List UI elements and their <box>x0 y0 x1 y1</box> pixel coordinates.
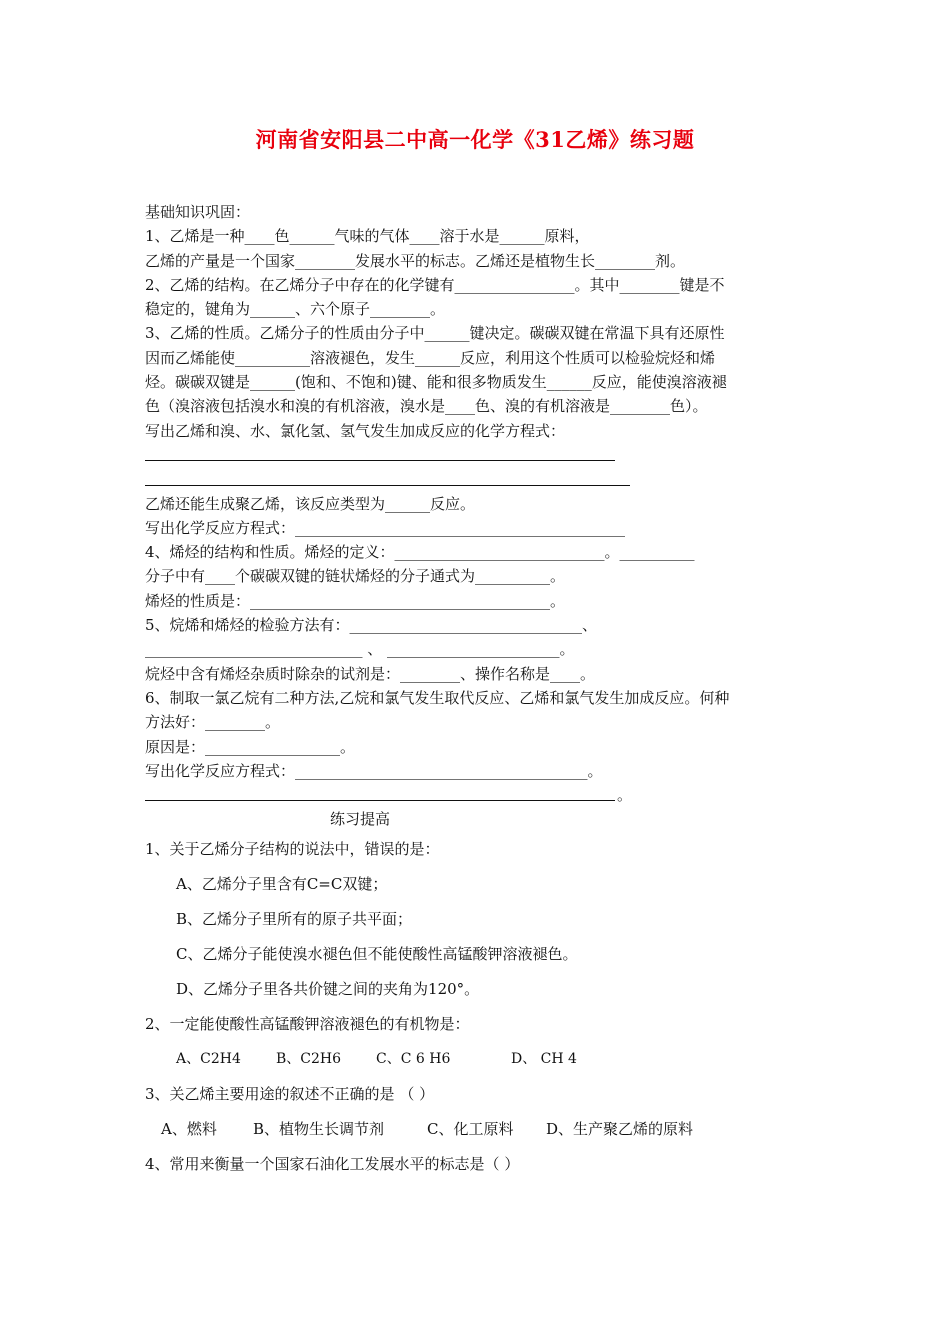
text-line: 烃。碳碳双键是______(饱和、不饱和)键、能和很多物质发生______反应，能使溴溶液褪 <box>145 373 727 392</box>
text-line: 写出化学反应方程式：____________________________________________ <box>145 518 626 537</box>
text-line: 写出乙烯和溴、水、氯化氢、氢气发生加成反应的化学方程式： <box>145 421 566 440</box>
text-line: 色（溴溶液包括溴水和溴的有机溶液，溴水是____色、溴的有机溶液是________色）。 <box>145 397 708 416</box>
section-heading-practice: 练习提高 <box>330 810 391 829</box>
text-line: 分子中有____个碳碳双键的链状烯烃的分子通式为__________。 <box>145 567 566 586</box>
option-a: A、乙烯分子里含有C=C双键； <box>176 874 388 893</box>
text-line: 4、烯烃的结构和性质。烯烃的定义：____________________________。__________ <box>145 543 695 562</box>
text-line: 2、乙烯的结构。在乙烯分子中存在的化学键有________________。其中________键是不 <box>145 275 725 294</box>
text-line: 5、烷烯和烯烃的检验方法有：_______________________________、 <box>145 616 598 635</box>
option-d: D、生产聚乙烯的原料 <box>546 1119 694 1138</box>
question-3-options <box>145 1112 815 1147</box>
section-heading-basics: 基础知识巩固： <box>145 203 251 221</box>
text-line: 写出化学反应方程式：_______________________________________。 <box>145 761 603 780</box>
option-d: D、 CH 4 <box>511 1050 577 1067</box>
option-b: B、C2H6 <box>276 1050 342 1067</box>
text-line: 乙烯的产量是一个国家________发展水平的标志。乙烯还是植物生长________剂。 <box>145 251 686 270</box>
answer-line <box>145 467 815 491</box>
text-line: 烷烃中含有烯烃杂质时除杂的试剂是：________、操作名称是____。 <box>145 664 596 683</box>
text-line: 烯烃的性质是：________________________________________。 <box>145 591 566 610</box>
answer-line <box>145 443 815 467</box>
question-2: 2、一定能使酸性高锰酸钾溶液褪色的有机物是： <box>145 1014 470 1033</box>
option-a: A、燃料 <box>161 1119 217 1138</box>
option-a: A、C2H4 <box>176 1050 241 1067</box>
option-b: B、植物生长调节剂 <box>253 1119 385 1138</box>
text-line: 6、制取一氯乙烷有二种方法,乙烷和氯气发生取代反应、乙烯和氯气发生加成反应。何种 <box>145 688 730 707</box>
text-line: 方法好：________。 <box>145 713 281 732</box>
text-line: 乙烯还能生成聚乙烯，该反应类型为______反应。 <box>145 494 476 513</box>
question-4: 4、常用来衡量一个国家石油化工发展水平的标志是（ ） <box>145 1154 520 1173</box>
option-c: C、乙烯分子能使溴水褪色但不能使酸性高锰酸钾溶液褪色。 <box>176 944 578 963</box>
text-line: 3、乙烯的性质。乙烯分子的性质由分子中______键决定。碳碳双键在常温下具有还原性 <box>145 324 725 343</box>
text-line: _____________________________ 、 _______________________。 <box>145 640 575 659</box>
text-line: 原因是：__________________。 <box>145 737 356 756</box>
worksheet-body <box>145 200 815 1182</box>
answer-line <box>145 783 815 807</box>
question-3: 3、关乙烯主要用途的叙述不正确的是 （ ） <box>145 1084 435 1103</box>
question-1: 1、关于乙烯分子结构的说法中，错误的是： <box>145 839 440 858</box>
text-line: 因而乙烯能使__________溶液褪色，发生______反应，利用这个性质可以检验烷烃和烯 <box>145 348 716 367</box>
text-line: 稳定的，键角为______、六个原子________。 <box>145 300 446 319</box>
option-c: C、C 6 H6 <box>376 1050 451 1067</box>
option-b: B、乙烯分子里所有的原子共平面； <box>176 909 413 928</box>
page-title: 河南省安阳县二中高一化学《31乙烯》练习题 <box>255 127 695 152</box>
question-2-options <box>145 1042 815 1077</box>
option-c: C、化工原料 <box>427 1119 514 1138</box>
line-end-mark: 。 <box>617 786 633 805</box>
text-line: 1、乙烯是一种____色______气味的气体____溶于水是______原料， <box>145 227 590 246</box>
option-d: D、乙烯分子里各共价键之间的夹角为120°。 <box>176 979 480 998</box>
